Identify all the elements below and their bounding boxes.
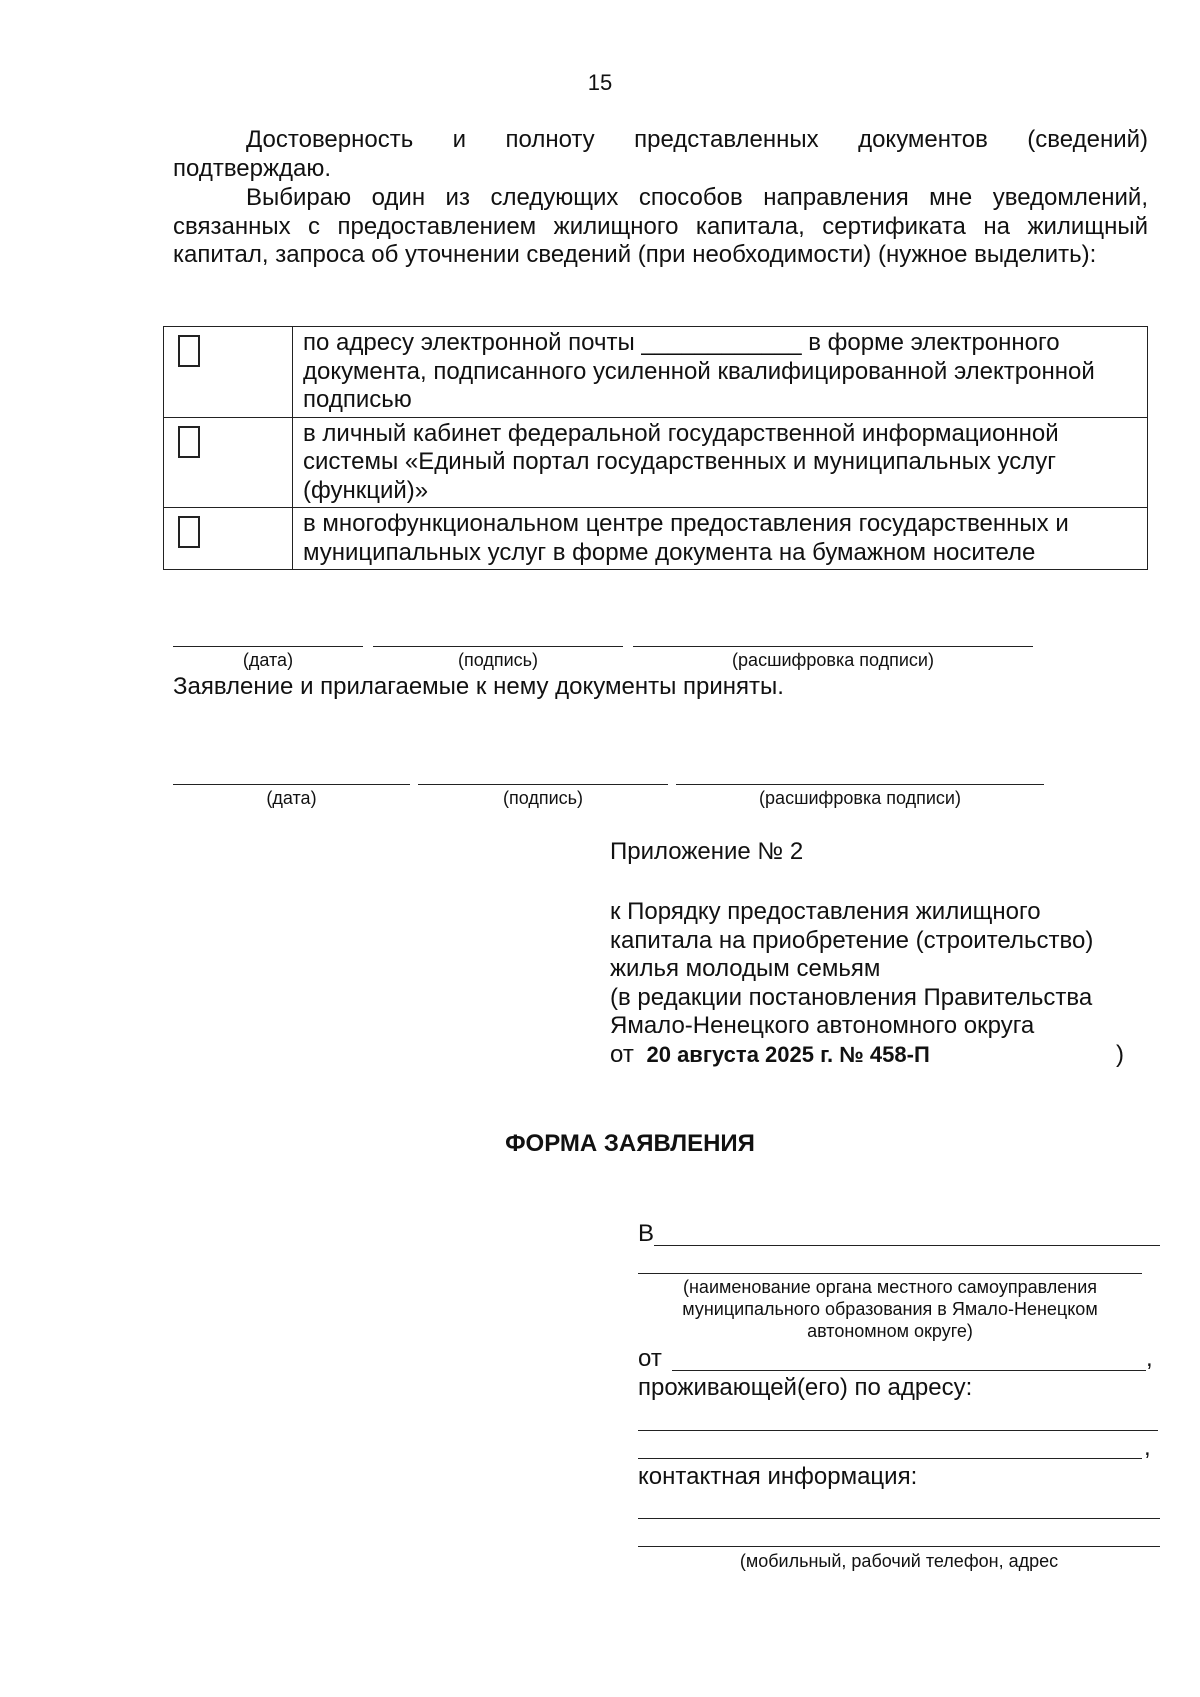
option-checkbox-cell[interactable] (164, 417, 293, 508)
checkbox[interactable] (178, 516, 200, 548)
option-portal-text: в личный кабинет федеральной государственной информационной системы «Единый портал государственных и муниципальных услуг (функций)» (293, 417, 1148, 508)
signature-decode-line[interactable] (633, 646, 1033, 647)
caption-line: автономном округе) (807, 1321, 973, 1341)
option-mfc-text: в многофункциональном центре предоставления государственных и муниципальных услуг в форме документа на бумажном носителе (293, 508, 1148, 570)
option-row (164, 327, 1148, 418)
accepted-text: Заявление и прилагаемые к нему документы приняты. (173, 673, 784, 700)
signature-line[interactable] (418, 784, 668, 785)
option-checkbox-cell[interactable] (164, 327, 293, 418)
signature-caption: (подпись) (457, 650, 539, 670)
appendix-line: к Порядку предоставления жилищного (610, 898, 1041, 925)
comma: , (1146, 1345, 1153, 1372)
appendix-line: жилья молодым семьям (610, 955, 881, 982)
option-checkbox-cell[interactable] (164, 508, 293, 570)
signature-decode-line[interactable] (676, 784, 1044, 785)
applicant-name-line[interactable] (672, 1370, 1146, 1371)
signature-line[interactable] (373, 646, 623, 647)
form-title: ФОРМА ЗАЯВЛЕНИЯ (505, 1130, 755, 1157)
from-prefix: от (638, 1345, 662, 1372)
address-line-2[interactable] (638, 1458, 1142, 1459)
appendix-line: Ямало-Ненецкого автономного округа (610, 1012, 1035, 1039)
close-paren: ) (1116, 1040, 1124, 1068)
date-caption: (дата) (266, 788, 317, 808)
option-row (164, 508, 1148, 570)
authority-name-line-2[interactable] (638, 1273, 1142, 1274)
signature-caption: (подпись) (502, 788, 584, 808)
option-email-text: по адресу электронной почты ____________ в форме электронного документа, подписанного усиленной квалифицированной электронной подписью (293, 327, 1148, 418)
choose-paragraph: Выбираю один из следующих способов направления мне уведомлений, связанных с предоставлением жилищного капитала, сертификата на жилищный капитал, запроса об уточнении сведений (при необходимости) (нужное выделить): (173, 184, 1148, 268)
date-line[interactable] (173, 646, 363, 647)
contact-line-1[interactable] (638, 1518, 1160, 1519)
authority-name-line[interactable] (654, 1245, 1160, 1246)
contact-caption: (мобильный, рабочий телефон, адрес (739, 1551, 1059, 1571)
authority-caption (638, 1276, 1142, 1342)
from-prefix: от (610, 1040, 634, 1068)
checkbox[interactable] (178, 335, 200, 367)
appendix-date-line (610, 1041, 1170, 1070)
appendix-line: (в редакции постановления Правительства (610, 983, 1093, 1011)
appendix-lines (610, 898, 1170, 1069)
appendix-line: капитала на приобретение (строительство) (610, 926, 1094, 954)
residing-label: проживающей(его) по адресу: (638, 1374, 973, 1401)
page-number: 15 (587, 70, 613, 95)
confirm-paragraph: Достоверность и полноту представленных документов (сведений) подтверждаю. (173, 126, 1148, 182)
signature-decode-caption: (расшифровка подписи) (759, 788, 961, 808)
delivery-options-table (163, 326, 1148, 570)
comma: , (1144, 1434, 1151, 1461)
caption-line: муниципального образования в Ямало-Ненецком (682, 1299, 1098, 1319)
signature-decode-caption: (расшифровка подписи) (732, 650, 934, 670)
address-line-1[interactable] (638, 1430, 1158, 1431)
date-caption: (дата) (242, 650, 294, 670)
contact-line-2[interactable] (638, 1546, 1160, 1547)
appendix-title: Приложение № 2 (610, 838, 804, 865)
decree-date: 20 августа 2025 г. № 458-П (646, 1041, 930, 1067)
contact-label: контактная информация: (638, 1463, 918, 1490)
option-row (164, 417, 1148, 508)
caption-line: (наименование органа местного самоуправления (683, 1277, 1097, 1297)
to-prefix: В (638, 1220, 655, 1247)
date-line[interactable] (173, 784, 410, 785)
checkbox[interactable] (178, 426, 200, 458)
